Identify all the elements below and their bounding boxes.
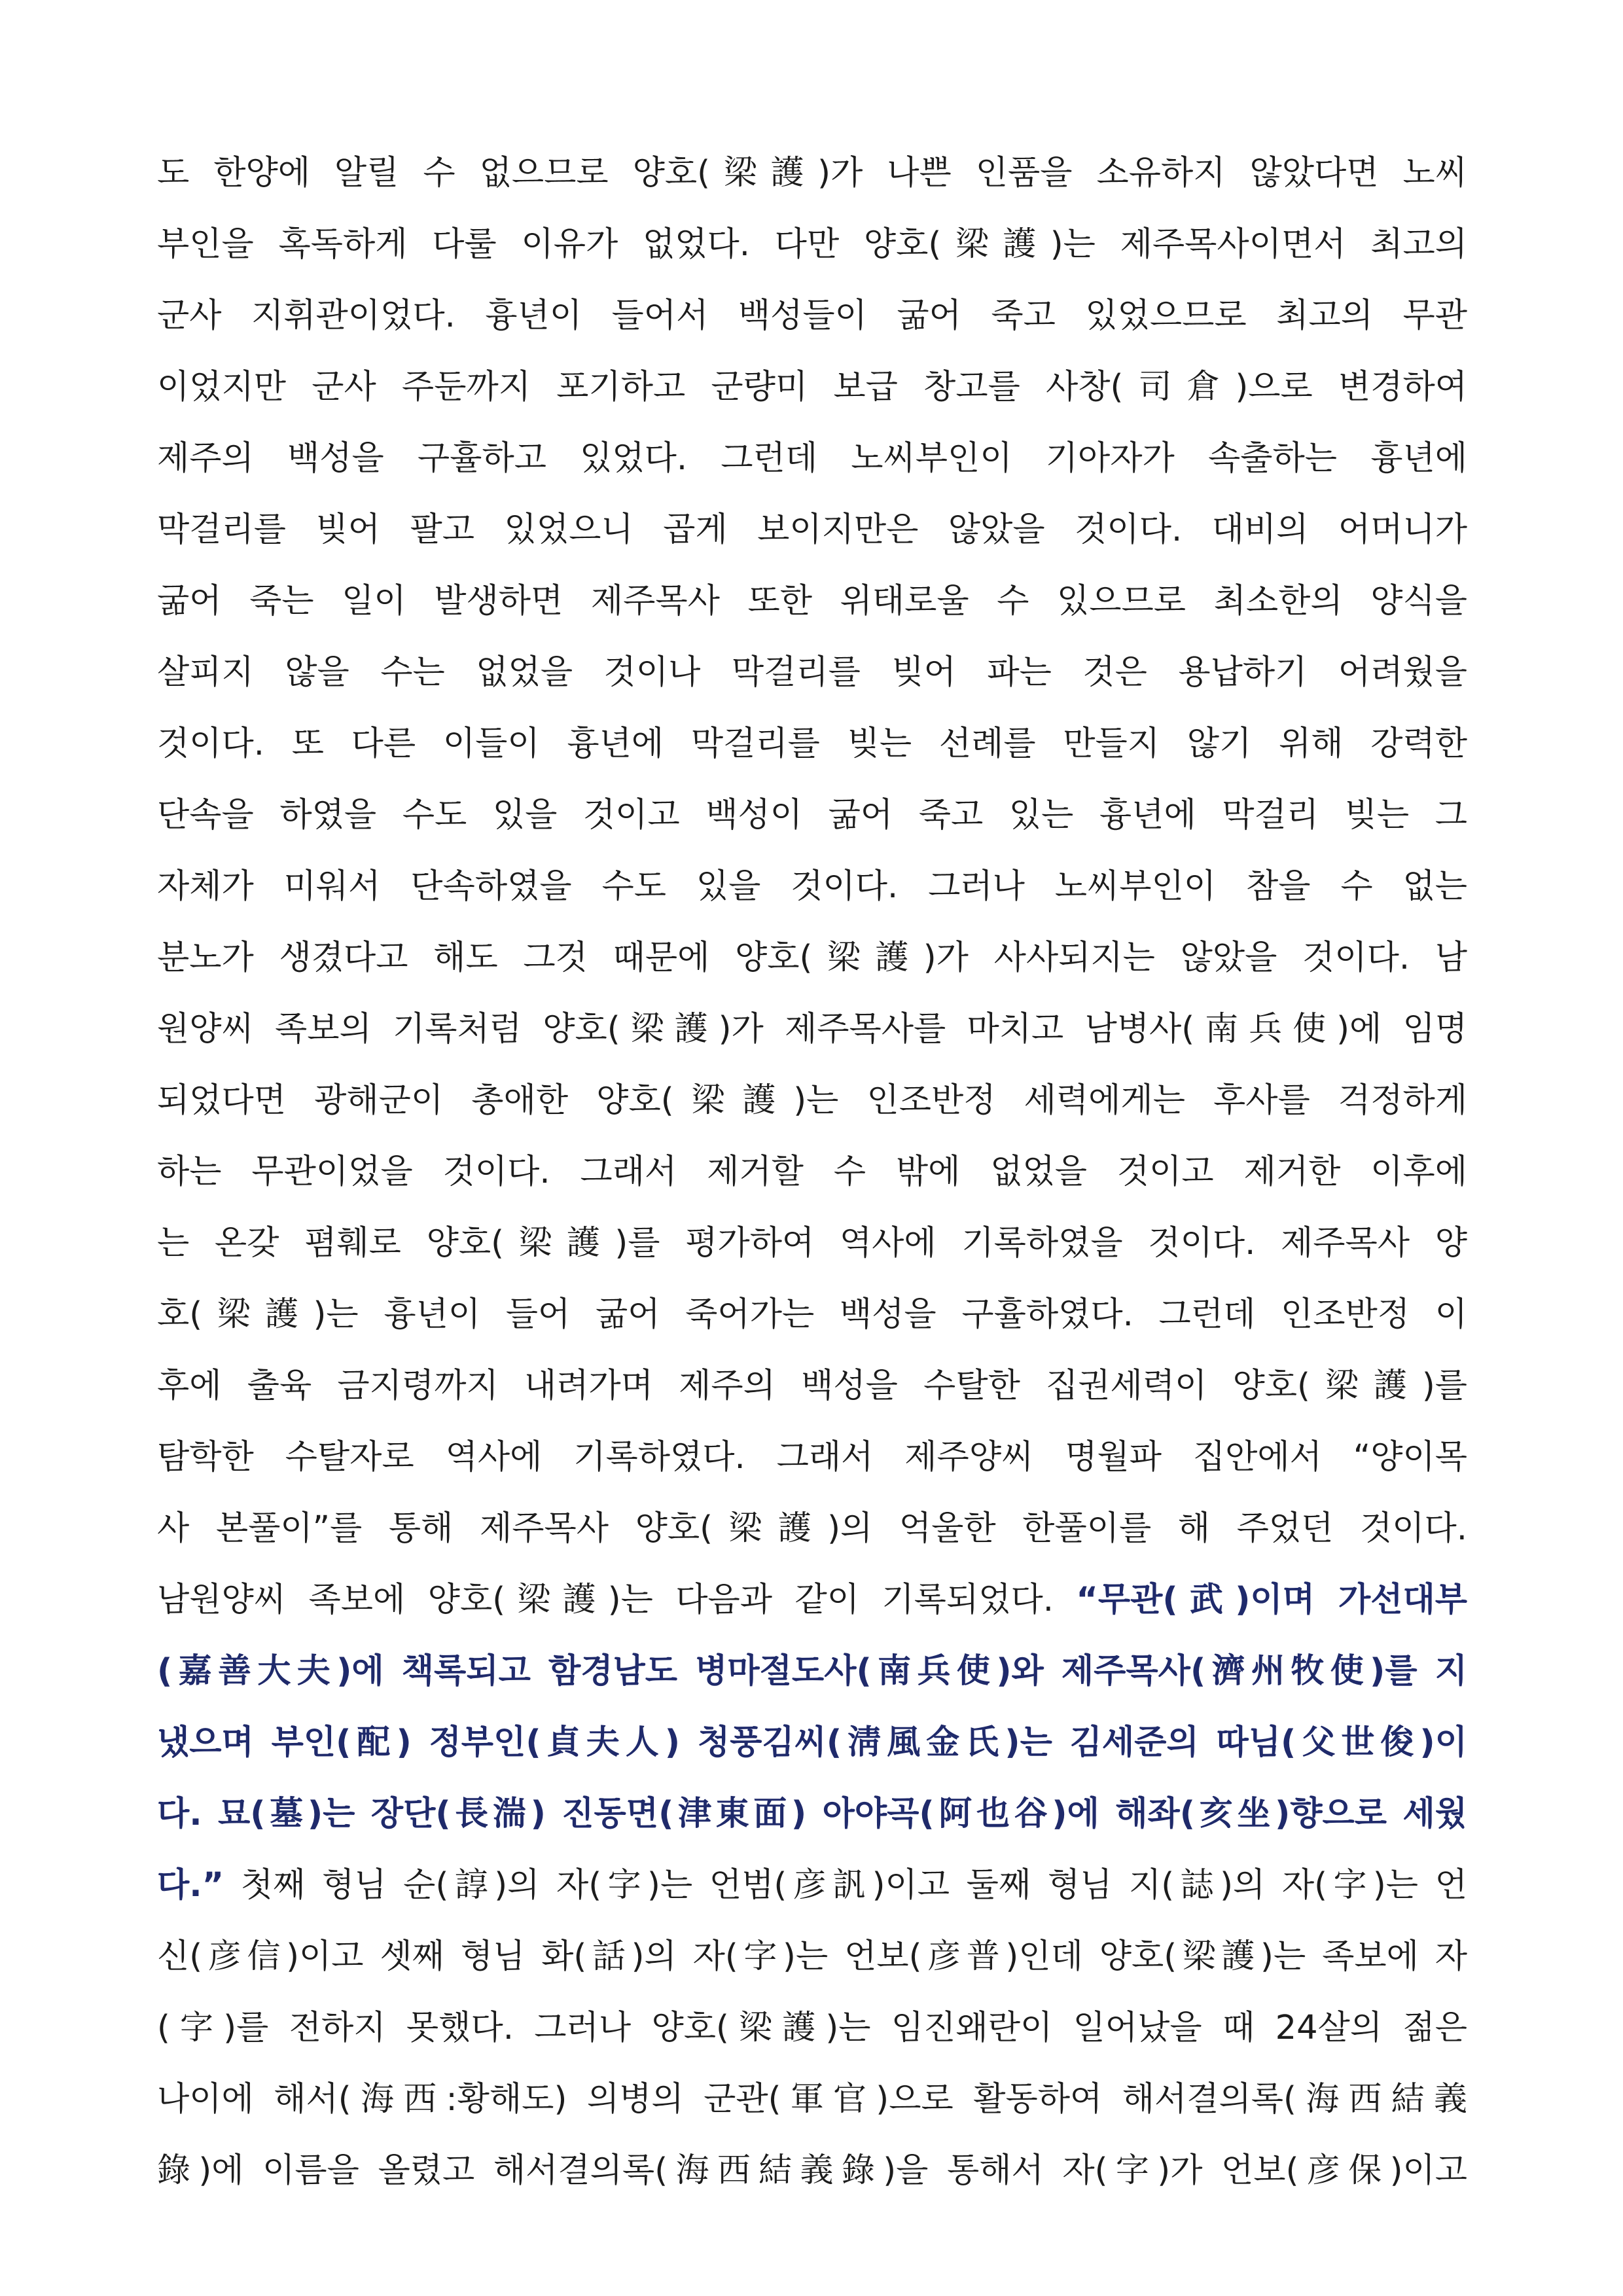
text-line xyxy=(157,1208,1467,1279)
text-segment: 원양씨 족보의 기록처럼 양호(梁護)가 제주목사를 마치고 남병사(南兵使)에 임명 xyxy=(157,1010,1467,1049)
text-segment: 남원양씨 족보에 양호(梁護)는 다음과 같이 기록되었다. xyxy=(157,1581,1077,1619)
text-line xyxy=(157,708,1467,780)
text-segment: 錄)에 이름을 올렸고 해서결의록(海西結義錄)을 통해서 자(字)가 언보(彦保)이고 xyxy=(157,2151,1467,2190)
text-segment: 호(梁護)는 흉년이 들어 굶어 죽어가는 백성을 구휼하였다. 그런데 인조반정 이 xyxy=(157,1295,1467,1334)
text-line xyxy=(157,351,1467,423)
text-line xyxy=(157,780,1467,851)
text-segment: 는 온갖 폄훼로 양호(梁護)를 평가하여 역사에 기록하였을 것이다. 제주목사 양 xyxy=(157,1224,1467,1263)
text-line xyxy=(157,994,1467,1065)
text-line xyxy=(157,1279,1467,1350)
text-line xyxy=(157,1065,1467,1136)
text-line xyxy=(157,280,1467,351)
text-segment: (字)를 전하지 못했다. 그러나 양호(梁護)는 임진왜란이 일어났을 때 24살의 젊은 xyxy=(157,2009,1467,2047)
text-segment: 제주의 백성을 구휼하고 있었다. 그런데 노씨부인이 기아자가 속출하는 흉년에 xyxy=(157,439,1467,478)
text-line xyxy=(157,851,1467,922)
text-segment: 신(彦信)이고 셋째 형님 화(話)의 자(字)는 언보(彦普)인데 양호(梁護)는 족보에 자 xyxy=(157,1937,1467,1976)
text-segment: 후에 출육 금지령까지 내려가며 제주의 백성을 수탈한 집권세력이 양호(梁護)를 xyxy=(157,1367,1467,1405)
quoted-genealogy-text: 다. 묘(墓)는 장단(長湍) 진동면(津東面) 아야곡(阿也谷)에 해좌(亥坐)향으로 세웠 xyxy=(157,1795,1467,1833)
quoted-genealogy-text: (嘉善大夫)에 책록되고 함경남도 병마절도사(南兵使)와 제주목사(濟州牧使)를 지 xyxy=(157,1652,1467,1691)
text-segment: 자체가 미워서 단속하였을 수도 있을 것이다. 그러나 노씨부인이 참을 수 없는 xyxy=(157,867,1467,906)
text-line xyxy=(157,209,1467,280)
text-line xyxy=(157,1778,1467,1850)
quoted-genealogy-text: “무관(武)이며 가선대부 xyxy=(1076,1581,1467,1619)
text-line xyxy=(157,1992,1467,2064)
text-line xyxy=(157,2064,1467,2135)
text-line xyxy=(157,637,1467,708)
text-segment: 하는 무관이었을 것이다. 그래서 제거할 수 밖에 없었을 것이고 제거한 이후에 xyxy=(157,1153,1467,1191)
text-segment: 도 한양에 알릴 수 없으므로 양호(梁護)가 나쁜 인품을 소유하지 않았다면 노씨 xyxy=(157,154,1467,192)
text-line xyxy=(157,494,1467,565)
text-line xyxy=(157,1422,1467,1493)
text-line xyxy=(157,137,1467,209)
text-line xyxy=(157,565,1467,637)
text-line xyxy=(157,922,1467,994)
text-segment: 것이다. 또 다른 이들이 흉년에 막걸리를 빚는 선례를 만들지 않기 위해 강력한 xyxy=(157,725,1467,763)
text-line xyxy=(157,1493,1467,1564)
text-line xyxy=(157,1707,1467,1778)
text-line xyxy=(157,1921,1467,1992)
text-line xyxy=(157,2135,1467,2206)
text-segment: 굶어 죽는 일이 발생하면 제주목사 또한 위태로울 수 있으므로 최소한의 양식을 xyxy=(157,582,1467,620)
text-segment: 분노가 생겼다고 해도 그것 때문에 양호(梁護)가 사사되지는 않았을 것이다. 남 xyxy=(157,939,1467,977)
text-line xyxy=(157,1350,1467,1422)
text-segment: 단속을 하였을 수도 있을 것이고 백성이 굶어 죽고 있는 흉년에 막걸리 빚는 그 xyxy=(157,796,1467,834)
text-segment: 사 본풀이”를 통해 제주목사 양호(梁護)의 억울한 한풀이를 해 주었던 것이다. xyxy=(157,1509,1467,1548)
text-line xyxy=(157,1850,1467,1921)
text-segment: 군사 지휘관이었다. 흉년이 들어서 백성들이 굶어 죽고 있었으므로 최고의 무관 xyxy=(157,296,1467,335)
text-line xyxy=(157,1564,1467,1636)
body-text xyxy=(157,137,1467,2206)
quoted-genealogy-text: 냈으며 부인(配) 정부인(貞夫人) 청풍김씨(淸風金氏)는 김세준의 따님(父世俊)이 xyxy=(157,1723,1467,1762)
text-segment: 살피지 않을 수는 없었을 것이나 막걸리를 빚어 파는 것은 용납하기 어려웠을 xyxy=(157,653,1467,692)
quoted-genealogy-text: 다.” xyxy=(157,1866,224,1905)
text-segment: 되었다면 광해군이 총애한 양호(梁護)는 인조반정 세력에게는 후사를 걱정하게 xyxy=(157,1081,1467,1120)
text-segment: 부인을 혹독하게 다룰 이유가 없었다. 다만 양호(梁護)는 제주목사이면서 최고의 xyxy=(157,225,1467,264)
text-segment: 나이에 해서(海西:황해도) 의병의 군관(軍官)으로 활동하여 해서결의록(海西結義 xyxy=(157,2080,1467,2119)
text-segment: 탐학한 수탈자로 역사에 기록하였다. 그래서 제주양씨 명월파 집안에서 “양이목 xyxy=(157,1438,1467,1477)
text-line xyxy=(157,423,1467,494)
text-line xyxy=(157,1636,1467,1707)
text-line xyxy=(157,1136,1467,1208)
text-segment: 첫째 형님 순(諄)의 자(字)는 언범(彦訉)이고 둘째 형님 지(誌)의 자(字)는 언 xyxy=(224,1866,1467,1905)
text-segment: 이었지만 군사 주둔까지 포기하고 군량미 보급 창고를 사창(司倉)으로 변경하여 xyxy=(157,368,1467,406)
text-segment: 막걸리를 빚어 팔고 있었으니 곱게 보이지만은 않았을 것이다. 대비의 어머니가 xyxy=(157,511,1467,549)
